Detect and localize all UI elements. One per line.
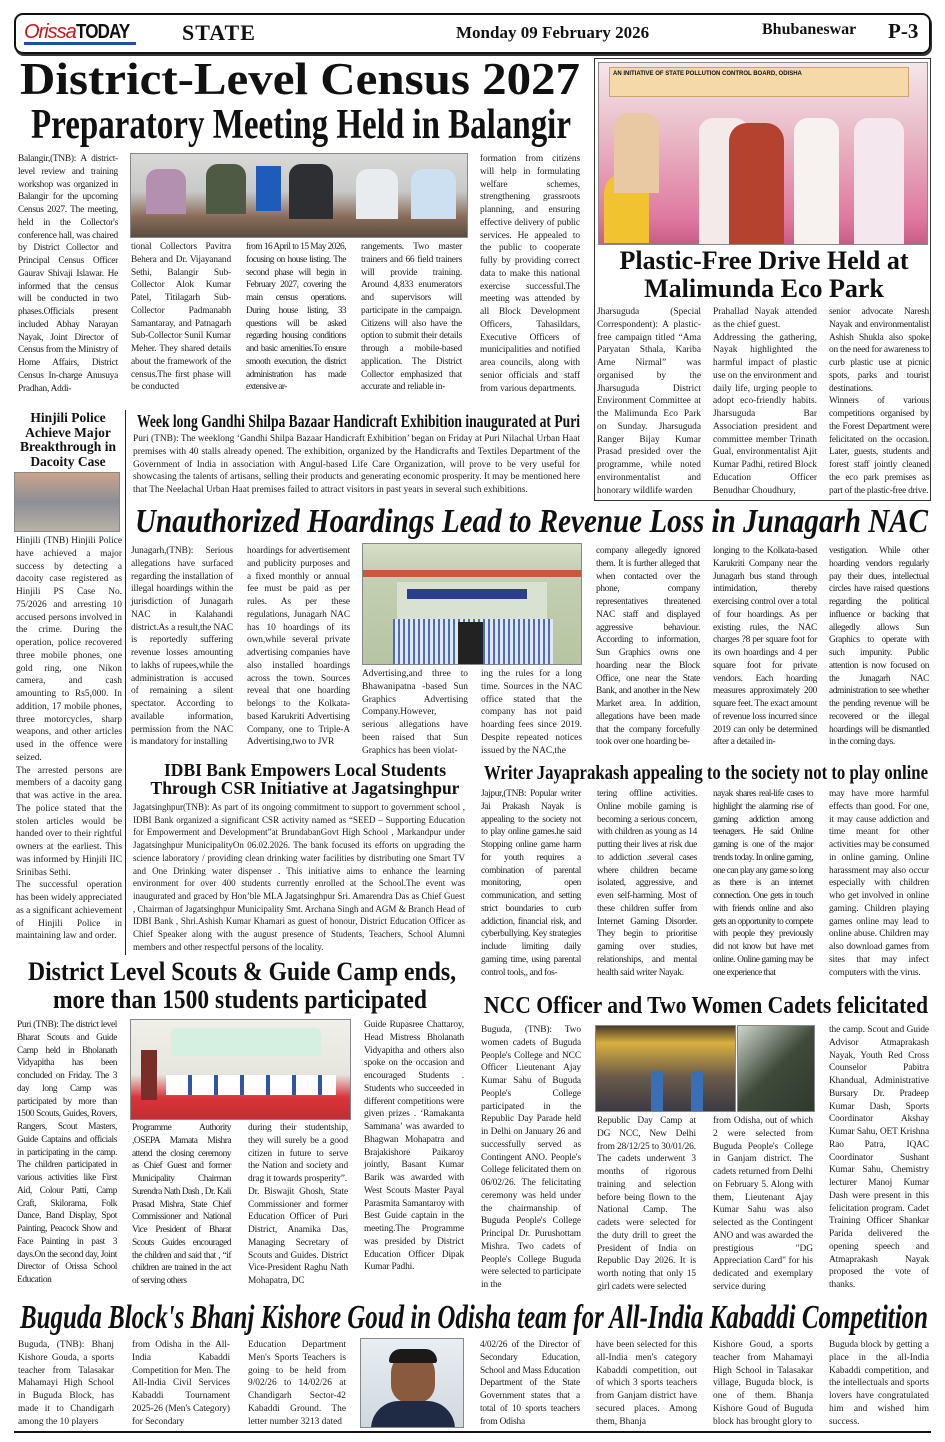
- plastic-headline-2: Malimunda Eco Park: [644, 274, 884, 303]
- person-figure: [289, 164, 333, 219]
- person-figure: [411, 169, 456, 219]
- podium: [141, 1050, 157, 1100]
- writer-col-2: tering offline activities. Online mobile gaming is becoming a serious concern, with children as young as 14 putting their lives at risk due to addiction .several cases where children became isolated, aggressive, and even self-harming. Most of these children suffer from Internet Gaming Disorder. They begin to prioritise gaming over studies, relationships, and mental health said writer Nayak.: [597, 789, 697, 978]
- ncc-col-4: the camp. Scout and Guide Advisor Atmaprakash Nayak, Youth Red Cross Counselor Pabitra Khandual, Administrative Bursary Dr. Pradeep Kumar Dash, Sports Coordinator Akshay Kumar Sahu, OET Krishna Rao Patra, IQAC Coordinator Sushant Kumar Sahu, Chemistry lecturer Manoj Kumar Dash were present in this felicitation program. Cadet Training Officer Shankar Parida delivered the opening speech and Atmaprakash Nayak proposed the vote of thanks.: [829, 1025, 929, 1290]
- census-col-5: formation from citizens will help in formulating welfare schemes, strengthening grassroots planning, and ensuring effective delivery of public services. He appealed to the public to cooperate fully by providing correct data to make this national exercise successful.The meeting was attended by all Block Development Officers, Tahasildars, Executive Officers of municipalities and notified area councils, along with senior officials and staff from various departments.: [480, 154, 580, 394]
- kabaddi-col-7: Buguda block by getting a place in the all-India Kabaddi competition, and the intellectuals and sports lovers have congratulated him and wished him success.: [829, 1340, 929, 1427]
- bottom-rule: [14, 1431, 931, 1433]
- page-number: P-3: [888, 19, 919, 43]
- hoardings-col-6: longing to the Kolkata-based Karukriti Company near the Junagarh bus stand through intimidation, thereby exercising control over a total of four hoardings. As per existing rules, the NAC charges ?8 per square foot for its own hoardings and 4 per square foot for private vendors. Each hoarding measures approximately 200 square feet. The exact amount of revenue loss incurred since 2019 can only be determined after a detailed in-: [713, 546, 817, 748]
- census-subheadline: Preparatory Meeting Held in Balangir: [31, 102, 571, 148]
- cadet-figure: [691, 1071, 703, 1111]
- plastic-headline-1: Plastic-Free Drive Held at: [619, 246, 909, 275]
- person-figure: [206, 164, 246, 214]
- idbi-headline-2: Through CSR Initiative at Jagatsinghpur: [150, 778, 460, 798]
- hinjili-police-photo: [14, 472, 120, 532]
- hinjili-headline: Hinjili Police Achieve Major Breakthrough in Dacoity Case: [20, 410, 116, 469]
- writer-col-1: Jajpur,(TNB: Popular writer Jai Prakash Nayak is appealing to the society not to play online games.he said Stopping online game harm for youth requires a combination of parental monitoring, open communication, and setting strict boundaries to curb addiction, financial risk, and cyberbullying. Key strategies include limiting daily gaming time, using parental control tools,, and fos-: [481, 789, 581, 978]
- hoardings-col-3: Advertising,and three to Bhawanipatna -based Sun Graphics Advertising Company.However, serious allegations have been raised that Sun Graphics has been violat-: [362, 669, 468, 756]
- scouts-col-4: Guide Rupasree Chattaroy, Head Mistress Bholanath Vidyapitha and others also spoke on the occasion and encouraged Students . Students who succeeded in different competitions were given prizes . ‘Ramakanta Sammana’ was awarded to Bhagwan Mohapatra and Brajakishore Paikaroy jointly, Basant Kumar Barik was awarded with West Scouts Master Payal Parasmita Samantaroy with Best Guide captain in the meeting.The Programme was presided by District Education Officer Dipak Kumar Padhi.: [364, 1020, 464, 1273]
- census-col-4: rangements. Two master trainers and 66 field trainers will provide training. Around 4,833 enumerators and supervisors will participate in the campaign. Citizens will also have the option to submit their details through a mobile-based application. The District Collector emphasized that accurate and reliable in-: [361, 242, 462, 393]
- section-name: STATE: [182, 20, 256, 45]
- scouts-headline-2: more than 1500 students participated: [53, 985, 427, 1014]
- stage-banner: [171, 1028, 321, 1056]
- logo: [24, 21, 139, 45]
- guests-row: [166, 1075, 336, 1095]
- logo-today: TODAY: [75, 21, 130, 43]
- plastic-col-3: senior advocate Naresh Nayak and environmentalist Ashish Shukla also spoke on the need for awareness to curb plastic use at picnic spots, parks and tourist destinations. Winners of various competitions organised by the Forest Department were felicitated on the occasion. Later, guests, students and forest staff jointly cleaned the eco park premises as part of the plastic-free drive.: [829, 307, 929, 496]
- kabaddi-col-5: have been selected for this all-India men's category Kabaddi competition, out of which 3 sports teachers from Ganjam district have secured places. Among them, Bhanja: [596, 1340, 697, 1427]
- gandhi-headline: Week long Gandhi Shilpa Bazaar Handicraft Exhibition inaugurated at Puri: [137, 411, 580, 431]
- idbi-headline-1: IDBI Bank Empowers Local Students: [164, 760, 446, 780]
- idbi-body: Jagatsinghpur(TNB): As part of its ongoing commitment to support to government school , IDBI Bank organized a significant CSR activity named as “SEED – Supporting Education for Empowerment and Development”at BrundabanGovt High School , Markandpur under Jagatsinghpur MunicipalityOn 06.02.2026. The bank focused its efforts on upgrading the science laboratory / providing clean drinking water facilities by distributing one Smart TV and One Drinking water dispenser . This initiative aims to enhance the learning environment for over 400 students currently enrolled at the School.The event was inaugurated and graced by Hon’ble MLA Jagatsinghpur Sri. Amarendra Das as Chief Guest , Chairman of Jagatsinghpur Municipality Smt. Archana Singh and AGM & Branch Head of IDBI Bank , Shri.Ashish Kumar Khamari as guest of honour, District Education Officer as Chief Speaker along with the august presence of Students, Teachers, School Alumni members and other respectful persons of the locality.: [133, 802, 465, 952]
- banner: AN INITIATIVE OF STATE POLLUTION CONTROL BOARD, ODISHA: [609, 67, 909, 97]
- scouts-headline-1: District Level Scouts & Guide Camp ends,: [28, 957, 456, 986]
- hoardings-headline: Unauthorized Hoardings Lead to Revenue Loss in Junagarh NAC: [135, 503, 928, 540]
- kabaddi-headline: Buguda Block's Bhanj Kishore Goud in Odisha team for All-India Kabaddi Competition: [20, 1299, 928, 1336]
- chair: [256, 166, 281, 211]
- census-meeting-photo: [130, 153, 468, 238]
- writer-col-3: nayak shares real-life cases to highlight the alarming rise of gaming addiction among teenagers. He said Online gaming is one of the major trends today. In online gaming, one can play any game so long as there is an internet connection. One gets in touch with friends online and also gets an opportunity to compete with people they previously did not know but have met online. Online gaming may be one experience that: [713, 789, 813, 978]
- doorway: [458, 622, 483, 665]
- nac-office-photo: [362, 543, 582, 665]
- issue-date: Monday 09 February 2026: [456, 23, 650, 42]
- player-hair: [389, 1349, 437, 1363]
- person-figure: [854, 118, 904, 245]
- cadet-figure: [651, 1071, 663, 1111]
- scouts-col-2: Programme Authority ,OSEPA Mamata Mishra attend the closing ceremony as Chief Guest and former Municipality Chairman Surendra Nath Dash , Dr. Kali Prasad Mishra, State Chief Commissioner and National Vice President of Bharat Scouts Guides encouraged the children and said that , “if children are trained in the act of serving others: [132, 1123, 231, 1286]
- player-jacket: [371, 1401, 455, 1428]
- hoardings-col-2: hoardings for advertisement and publicity purposes and a fixed monthly or annual fee must be paid as per rules. As per these regulations, Junagarh NAC has 10 hoardings of its own,while several private advertising companies have also installed hoardings across the town. Sources reveal that one hoarding belongs to the Kolkata-based Karukriti Advertising Company, one to Triple-A Advertising,two to JVR: [247, 546, 350, 748]
- kabaddi-col-6: Kishore Goud, a sports teacher from Mahamayi High School in Talasakar village, Buguda block, is one of them. Bhanja Kishore Goud of Buguda block has brought glory to: [713, 1340, 813, 1427]
- census-col-1: Balangir,(TNB): A district-level review and training workshop was organized in Balangir for the upcoming Census 2027. The meeting, held in the Collector's conference hall, was chaired by District Collector and Principal Census Officer Gaurav Shivaji Islawar. He informed that the census will be conducted in two phases.Officials present included Abhay Narayan Nayak, Joint Director of Census from the Ministry of Home Affairs, District Census In-charge Anusuya Pradhan, Addi-: [18, 154, 118, 394]
- kabaddi-col-4: 4/02/26 of the Director of Secondary Education, School and Mass Education Department of the State Government states that a total of 10 sports teachers from Odisha: [480, 1340, 580, 1427]
- hinjili-body: Hinjili (TNB) Hinjili Police have achieved a major success by detecting a dacoity case registered as Hinjili PS Case No. 75/2026 and arresting 10 accused persons involved in the crime. During the operation, police recovered three mobile phones, one gold ring, one Nikon camera, and cash amounting to Rs5,000. In addition, 17 mobile phones, three motorcycles, sharp weapons, and other articles used in the offence were seized. The arrested persons are members of a dacoity gang that was active in the area. The police stated that the stolen articles would be handed over to their rightful owners at the earliest. This was informed by Hinjili IIC Srinibas Sethi. The successful operation has been widely appreciated as a significant achievement of Hinjili Police in maintaining law and order.: [16, 536, 122, 942]
- ncc-col-2: Republic Day Camp at DG NCC, New Delhi from 28/12/25 to 30/01/26. The cadets underwent 3 months of rigorous training and selection before being flown to the National Camp. The cadets were selected for the duty drill to greet the President of India on Republic Day 2026. It is worth noting that only 15 girl cadets were selected: [597, 1116, 696, 1292]
- ncc-headline: NCC Officer and Two Women Cadets felicitated: [484, 993, 928, 1019]
- person-figure: [356, 169, 398, 219]
- city-name: Bhubaneswar: [762, 21, 857, 38]
- person-figure: [146, 169, 186, 214]
- census-col-3: from 16 April to 15 May 2026, focusing on house listing. The second phase will begin in February 2027, covering the main census operations. During house listing, 33 questions will be asked regarding housing conditions and basic amenities.To ensure smooth execution, the district administration has made extensive ar-: [246, 242, 346, 393]
- writer-headline: Writer Jayaprakash appealing to the society not to play online: [484, 762, 928, 784]
- scouts-col-3: during their studentship, they will surely be a good citizen in future to serve the Nation and society and drag it towards prosperity”. Dr. Biswajit Ghosh, State Commissioner and former Education Officer of Puri District, Anamika Das, Managing Secretary of Scouts and Guides. District Vice-President Raghu Nath Mohapatra, DC: [248, 1123, 348, 1286]
- ncc-officer-photo: [737, 1025, 815, 1112]
- kabaddi-col-1: Buguda, (TNB): Bhanj Kishore Gouda, a sports teacher from Talasakar Mahamayi High School in Buguda Block, has made it to Chandigarh among the 10 players: [18, 1340, 114, 1427]
- scouts-col-1: Puri (TNB): The district level Bharat Scouts and Guide Camp held in Bholanath Vidyapitha has been concluded on Friday. The 3 day long Camp was participated by more than 1500 Scouts, Guides, Rovers, Rangers, Scout Masters, Guide Captains and officials in participating in the camp. The children participated in various activities like First Aid, Colour Patti, Camp Craft, Skilorama, Folk Dance, Band Display, Spot Painting, Peacock Show and Face Painting in past 3 days.On the second day, Joint Director of Orissa School Education: [17, 1020, 117, 1285]
- ncc-col-3: from Odisha, out of which 2 were selected from Buguda People's College in Ganjam district. The cadets returned from Delhi on February 5. Along with them, Lieutenant Ajay Kumar Sahu was also selected as the Contingent ANO and was awarded the prestigious "DG Appreciation Card" for his dedicated and exemplary service during: [713, 1116, 813, 1292]
- masthead: [14, 13, 931, 54]
- column-divider: [125, 410, 126, 955]
- ncc-felicitation-photo: [595, 1025, 736, 1112]
- writer-col-4: may have more harmful effects than good. For one, it may cause addiction and time meant for other activities may be consumed in online gaming. Online harassment may also occur especially with children who get involved in online gaming. Children playing games online may lead to online abuse. Children may also download games from sites that may infect computers with the virus.: [829, 789, 929, 978]
- census-col-2: tional Collectors Pavitra Behera and Dr. Vijayanand Sethi, Balangir Sub-Collector Alok Kumar Patel, Titilagarh Sub-Collector Padmanabh Samantaray, and Patnagarh Sub-Collector Sunil Kumar Meher. They shared details about the framework of the census.The first phase will be conducted: [131, 242, 231, 393]
- person-figure: [614, 113, 659, 193]
- plastic-drive-photo: [598, 62, 928, 245]
- person-figure: [729, 123, 784, 245]
- hoardings-col-7: vestigation. While other hoarding vendors regularly pay their dues, intellectual circles have raised questions regarding the political influence or backing that allegedly allows Sun Graphics to operate with such impunity. Public attention is now focused on the Junagarh NAC administration to see whether the pending revenue will be recovered or the illegal hoardings will be dismantled in the coming days.: [829, 546, 929, 748]
- hoardings-col-5: company allegedly ignored them. It is further alleged that when contacted over the phone, company representatives threatened NAC staff and displayed aggressive behaviour. According to information, Sun Graphics owns one hoarding near the Block Office, one near the State Bank, and another in the New Market area. In addition, allegations have been made that the company forcefully took over one hoarding be-: [596, 546, 700, 748]
- hoardings-col-1: Junagarh,(TNB): Serious allegations have surfaced regarding the installation of illegal hoardings within the jurisdiction of Junagarh NAC in Kalahandi district.As a result,the NAC is reportedly suffering revenue losses amounting to lakhs of rupees,while the administration is accused of remaining a silent spectator. According to available information, permission from the NAC is mandatory for installing: [131, 546, 233, 748]
- kabaddi-col-3: Education Department Men's Sports Teachers is going to be held from 9/02/26 to 14/02/26 at Chandigarh Sector-42 Kabaddi Ground. The letter number 3213 dated: [248, 1340, 346, 1427]
- kabaddi-player-photo: [360, 1338, 464, 1428]
- ncc-col-1: Buguda, (TNB): Two women cadets of Buguda People's College and NCC Officer Lieutenant Ajay Kumar Sahu of Buguda People's College participated in the Republic Day Parade held in Delhi on January 26 and successfully served as Contingent ANO. People's College felicitated them on 06/02/26. The felicitating ceremony was held under the chairmanship of Buguda People's College Principal Dr. Purushottam Mishra. Two cadets of People's College Buguda were selected to participate in the: [481, 1025, 581, 1290]
- logo-orissa: Orissa: [24, 21, 76, 43]
- scouts-camp-photo: [130, 1019, 351, 1120]
- roof-edge: [363, 570, 582, 577]
- plastic-col-1: Jharsuguda (Special Correspondent): A plastic-free campaign titled “Ama Paryatan Sthala, Kariba Ame Nirmal” was organised by the Jharsuguda District Environment Committee at the Malimunda Eco Park on Sunday. Jharsuguda Ranger Bijay Kumar Prasad presided over the programme, while noted environmentalist and honorary wildlife warden: [597, 307, 701, 496]
- gandhi-body: Puri (TNB): The weeklong ‘Gandhi Shilpa Bazaar Handicraft Exhibition’ began on Friday at Puri Nilachal Urban Haat premises with 40 stalls already opened. The exhibition, organized by the Handicrafts and Textiles Department of the Government of India in association with Angul-based Life Care Organization, will prove to be very useful for showcasing the talents of artisans, selling their products and generating economic prosperity. It may be mentioned here that The Neelachal Urban Haat premises failed to attract visitors in past years in several such exhibitions.: [133, 434, 580, 495]
- person-figure: [794, 118, 839, 245]
- hoardings-col-4: ing the rules for a long time. Sources in the NAC office stated that the company has not paid hoarding fees since 2019. Despite repeated notices issued by the NAC,the: [481, 669, 582, 756]
- plastic-col-2: Prahallad Nayak attended as the chief guest. Addressing the gathering, Nayak highlighted the harmful impact of plastic use on the environment and daily life, urging people to adopt eco-friendly habits. Jharsuguda Bar Association president and committee member Trinath Gual, environmentalist Ajit Kumar Padhi, retired Block Education Officer Benudhar Choudhury,: [713, 307, 817, 496]
- kabaddi-col-2: from Odisha in the All-India Kabaddi Competition for Men. The All-India Civil Services Kabaddi Tournament 2025-26 (Men's Category) for Secondary: [132, 1340, 230, 1427]
- census-headline: District-Level Census 2027: [20, 53, 580, 104]
- office-signboard: [407, 589, 527, 599]
